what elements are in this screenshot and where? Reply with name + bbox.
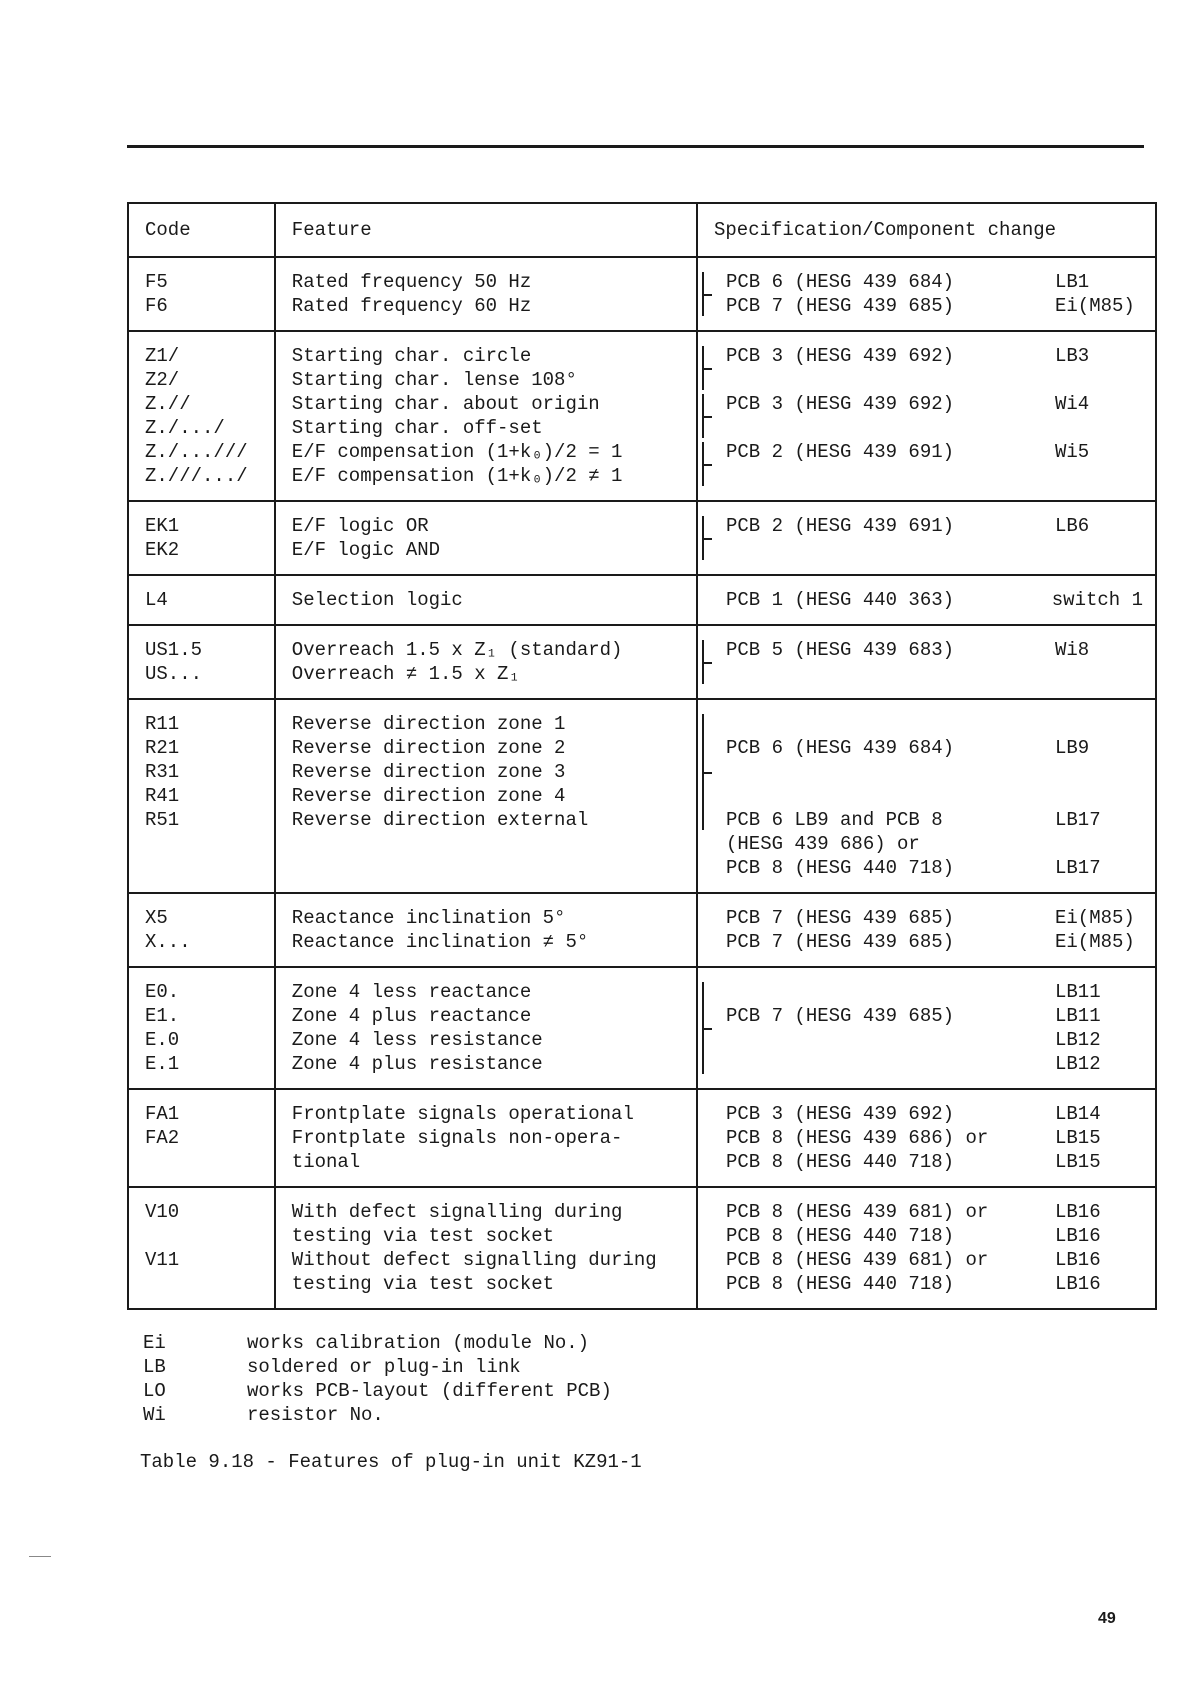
spec-line — [726, 344, 1143, 368]
spec-line — [726, 736, 1143, 760]
legend-item — [143, 1355, 612, 1379]
component-change: LB11 — [1055, 1005, 1101, 1027]
component-change: Wi4 — [1055, 393, 1090, 415]
spec-cell — [697, 575, 1156, 625]
pcb-reference: PCB 3 (HESG 439 692) — [726, 393, 955, 415]
curly-brace — [702, 640, 718, 684]
spec-cell — [697, 501, 1156, 575]
curly-brace — [702, 982, 718, 1074]
table-row — [128, 575, 1156, 625]
pcb-reference: PCB 8 (HESG 440 718) — [726, 1225, 955, 1247]
page-number: 49 — [1098, 1610, 1116, 1627]
curly-brace — [702, 272, 718, 316]
feature-line: Reverse direction zone 1 — [291, 713, 566, 735]
code-line: V11 — [145, 1249, 180, 1271]
spec-line — [726, 440, 1143, 464]
spec-line — [726, 464, 1143, 488]
component-change — [1055, 416, 1143, 440]
feature-cell — [275, 257, 697, 331]
pcb-reference: PCB 2 (HESG 439 691) — [726, 515, 955, 537]
component-change: LB14 — [1055, 1103, 1101, 1125]
feature-line: testing via test socket — [291, 1225, 555, 1247]
component-change: LB15 — [1055, 1127, 1101, 1149]
component-change: LB9 — [1055, 737, 1090, 759]
component-change: switch 1 — [1051, 589, 1143, 611]
top-rule — [127, 145, 1144, 148]
feature-line: Without defect signalling during — [291, 1249, 657, 1271]
table-row — [128, 967, 1156, 1089]
spec-cell — [697, 257, 1156, 331]
feature-line: Overreach ≠ 1.5 x Z₁ — [291, 663, 520, 685]
spec-cell — [697, 331, 1156, 501]
component-change — [1055, 832, 1143, 856]
feature-cell — [275, 699, 697, 893]
code-line: E.1 — [145, 1053, 180, 1075]
header-code: Code — [128, 203, 275, 257]
pcb-reference: PCB 6 (HESG 439 684) — [726, 737, 955, 759]
feature-line: Reverse direction external — [291, 809, 589, 831]
code-line: V10 — [145, 1201, 180, 1223]
code-line: Z.// — [145, 393, 191, 415]
code-cell — [128, 893, 275, 967]
code-cell — [128, 257, 275, 331]
spec-cell — [697, 1089, 1156, 1187]
feature-cell — [275, 501, 697, 575]
feature-line: Overreach 1.5 x Z₁ (standard) — [291, 639, 623, 661]
spec-line — [726, 416, 1143, 440]
feature-line: Starting char. about origin — [291, 393, 600, 415]
spec-line — [726, 1126, 1143, 1150]
spec-line — [726, 588, 1143, 612]
feature-line: testing via test socket — [291, 1273, 555, 1295]
header-spec: Specification/Component change — [697, 203, 1156, 257]
legend-definition: works PCB-layout (different PCB) — [247, 1380, 612, 1402]
curly-brace — [702, 346, 718, 390]
component-change: LB17 — [1055, 857, 1101, 879]
legend-definition: soldered or plug-in link — [247, 1356, 521, 1378]
pcb-reference: PCB 7 (HESG 439 685) — [726, 931, 955, 953]
pcb-reference: PCB 8 (HESG 439 686) or — [726, 1127, 989, 1149]
spec-line — [726, 294, 1143, 318]
feature-line: Starting char. off-set — [291, 417, 543, 439]
component-change: LB16 — [1055, 1225, 1101, 1247]
spec-line — [726, 270, 1143, 294]
spec-line — [726, 832, 1143, 856]
spec-line — [726, 1052, 1143, 1076]
pcb-reference: PCB 8 (HESG 440 718) — [726, 1273, 955, 1295]
curly-brace — [702, 714, 718, 830]
component-change: LB12 — [1055, 1053, 1101, 1075]
code-line: X5 — [145, 907, 168, 929]
feature-line: Selection logic — [291, 589, 463, 611]
spec-line — [726, 392, 1143, 416]
component-change — [1055, 760, 1143, 784]
component-change: Wi5 — [1055, 441, 1090, 463]
feature-cell — [275, 1089, 697, 1187]
table-row — [128, 699, 1156, 893]
feature-line: Reverse direction zone 4 — [291, 785, 566, 807]
code-cell — [128, 1187, 275, 1309]
component-change: LB15 — [1055, 1151, 1101, 1173]
component-change — [1055, 368, 1143, 392]
code-line: EK1 — [145, 515, 180, 537]
spec-line — [726, 1248, 1143, 1272]
component-change: Ei(M85) — [1055, 907, 1135, 929]
spec-line — [726, 930, 1143, 954]
component-change — [1055, 712, 1143, 736]
margin-mark — [29, 1556, 51, 1557]
feature-line: E/F compensation (1+k₀)/2 ≠ 1 — [291, 465, 623, 487]
component-change: Wi8 — [1055, 639, 1090, 661]
code-cell — [128, 501, 275, 575]
feature-line: tional — [291, 1151, 361, 1173]
component-change: LB16 — [1055, 1273, 1101, 1295]
feature-line: Starting char. lense 108° — [291, 369, 577, 391]
component-change: LB6 — [1055, 515, 1090, 537]
feature-cell — [275, 893, 697, 967]
feature-line: Starting char. circle — [291, 345, 532, 367]
code-cell — [128, 575, 275, 625]
curly-brace — [702, 394, 718, 438]
spec-line — [726, 856, 1143, 880]
code-line: E1. — [145, 1005, 180, 1027]
pcb-reference: PCB 6 LB9 and PCB 8 — [726, 809, 943, 831]
component-change: LB1 — [1055, 271, 1090, 293]
component-change — [1055, 538, 1143, 562]
code-line: X... — [145, 931, 191, 953]
code-line: R11 — [145, 713, 180, 735]
feature-cell — [275, 1187, 697, 1309]
pcb-reference: PCB 3 (HESG 439 692) — [726, 1103, 955, 1125]
legend-abbreviation: LO — [143, 1380, 166, 1402]
header-row — [128, 203, 1156, 257]
code-line: EK2 — [145, 539, 180, 561]
component-change: LB11 — [1055, 981, 1101, 1003]
legend-definition: resistor No. — [247, 1404, 384, 1426]
curly-brace — [702, 516, 718, 560]
component-change: Ei(M85) — [1055, 295, 1135, 317]
component-change: LB16 — [1055, 1249, 1101, 1271]
legend-abbreviation: Ei — [143, 1332, 166, 1354]
feature-cell — [275, 575, 697, 625]
feature-line: Reactance inclination 5° — [291, 907, 566, 929]
spec-cell — [697, 699, 1156, 893]
spec-line — [726, 784, 1143, 808]
pcb-reference: PCB 2 (HESG 439 691) — [726, 441, 955, 463]
code-line: US1.5 — [145, 639, 203, 661]
component-change — [1055, 464, 1143, 488]
code-line: R31 — [145, 761, 180, 783]
table-row — [128, 625, 1156, 699]
code-line: R41 — [145, 785, 180, 807]
code-line: E0. — [145, 981, 180, 1003]
code-line: FA1 — [145, 1103, 180, 1125]
spec-line — [726, 1224, 1143, 1248]
code-line: FA2 — [145, 1127, 180, 1149]
spec-line — [726, 368, 1143, 392]
feature-line: With defect signalling during — [291, 1201, 623, 1223]
spec-line — [726, 638, 1143, 662]
pcb-reference: PCB 8 (HESG 439 681) or — [726, 1249, 989, 1271]
spec-line — [726, 808, 1143, 832]
pcb-reference: PCB 3 (HESG 439 692) — [726, 345, 955, 367]
table-row — [128, 257, 1156, 331]
code-line: L4 — [145, 589, 168, 611]
pcb-reference: PCB 8 (HESG 440 718) — [726, 1151, 955, 1173]
feature-line: Reverse direction zone 2 — [291, 737, 566, 759]
feature-line: Zone 4 plus resistance — [291, 1053, 543, 1075]
pcb-reference: PCB 7 (HESG 439 685) — [726, 1005, 955, 1027]
pcb-reference: PCB 8 (HESG 440 718) — [726, 857, 955, 879]
spec-line — [726, 1028, 1143, 1052]
legend-abbreviation: Wi — [143, 1404, 166, 1426]
code-line: F6 — [145, 295, 168, 317]
table-row — [128, 1187, 1156, 1309]
code-line: Z./.../ — [145, 417, 225, 439]
spec-cell — [697, 967, 1156, 1089]
spec-cell — [697, 625, 1156, 699]
table-row — [128, 893, 1156, 967]
spec-line — [726, 538, 1143, 562]
spec-line — [726, 1004, 1143, 1028]
component-change: LB3 — [1055, 345, 1090, 367]
feature-line: Rated frequency 60 Hz — [291, 295, 532, 317]
code-line: R21 — [145, 737, 180, 759]
feature-line: E/F compensation (1+k₀)/2 = 1 — [291, 441, 623, 463]
spec-line — [726, 1102, 1143, 1126]
component-change — [1055, 784, 1143, 808]
feature-line: Frontplate signals operational — [291, 1103, 634, 1125]
spec-line — [726, 1200, 1143, 1224]
table-row — [128, 1089, 1156, 1187]
code-cell — [128, 1089, 275, 1187]
pcb-reference: PCB 5 (HESG 439 683) — [726, 639, 955, 661]
feature-line: E/F logic OR — [291, 515, 429, 537]
spec-cell — [697, 893, 1156, 967]
spec-line — [726, 980, 1143, 1004]
features-table — [127, 202, 1157, 1310]
feature-line: E/F logic AND — [291, 539, 441, 561]
feature-line: Rated frequency 50 Hz — [291, 271, 532, 293]
spec-cell — [697, 1187, 1156, 1309]
curly-brace — [702, 442, 718, 486]
code-line: Z.///.../ — [145, 465, 248, 487]
legend-abbreviation: LB — [143, 1356, 166, 1378]
spec-line — [726, 662, 1143, 686]
code-line: US... — [145, 663, 203, 685]
pcb-reference: (HESG 439 686) or — [726, 833, 920, 855]
spec-line — [726, 906, 1143, 930]
code-cell — [128, 625, 275, 699]
spec-line — [726, 1150, 1143, 1174]
legend-item — [143, 1331, 612, 1355]
feature-cell — [275, 625, 697, 699]
code-cell — [128, 331, 275, 501]
table-caption: Table 9.18 - Features of plug-in unit KZ91-1 — [140, 1451, 642, 1473]
feature-line: Zone 4 less resistance — [291, 1029, 543, 1051]
code-line: R51 — [145, 809, 180, 831]
component-change: LB17 — [1055, 809, 1101, 831]
header-feature: Feature — [275, 203, 697, 257]
pcb-reference: PCB 7 (HESG 439 685) — [726, 907, 955, 929]
feature-line: Reactance inclination ≠ 5° — [291, 931, 589, 953]
feature-line: Zone 4 plus reactance — [291, 1005, 532, 1027]
spec-line — [726, 1272, 1143, 1296]
legend-definition: works calibration (module No.) — [247, 1332, 590, 1354]
spec-line — [726, 760, 1143, 784]
pcb-reference: PCB 8 (HESG 439 681) or — [726, 1201, 989, 1223]
component-change: Ei(M85) — [1055, 931, 1135, 953]
code-line — [145, 1224, 274, 1248]
component-change: LB12 — [1055, 1029, 1101, 1051]
legend-item — [143, 1403, 612, 1427]
pcb-reference: PCB 1 (HESG 440 363) — [726, 589, 955, 611]
code-line: Z1/ — [145, 345, 180, 367]
table-row — [128, 331, 1156, 501]
spec-line — [726, 712, 1143, 736]
pcb-reference: PCB 7 (HESG 439 685) — [726, 295, 955, 317]
code-line: E.0 — [145, 1029, 180, 1051]
feature-cell — [275, 967, 697, 1089]
table-row — [128, 501, 1156, 575]
legend-item — [143, 1379, 612, 1403]
code-cell — [128, 699, 275, 893]
code-cell — [128, 967, 275, 1089]
feature-line: Reverse direction zone 3 — [291, 761, 566, 783]
component-change — [1055, 662, 1143, 686]
spec-line — [726, 514, 1143, 538]
legend — [143, 1331, 612, 1427]
code-line: Z./.../// — [145, 441, 248, 463]
pcb-reference: PCB 6 (HESG 439 684) — [726, 271, 955, 293]
feature-cell — [275, 331, 697, 501]
component-change: LB16 — [1055, 1201, 1101, 1223]
code-line: Z2/ — [145, 369, 180, 391]
feature-line: Zone 4 less reactance — [291, 981, 532, 1003]
code-line: F5 — [145, 271, 168, 293]
feature-line: Frontplate signals non-opera- — [291, 1127, 623, 1149]
